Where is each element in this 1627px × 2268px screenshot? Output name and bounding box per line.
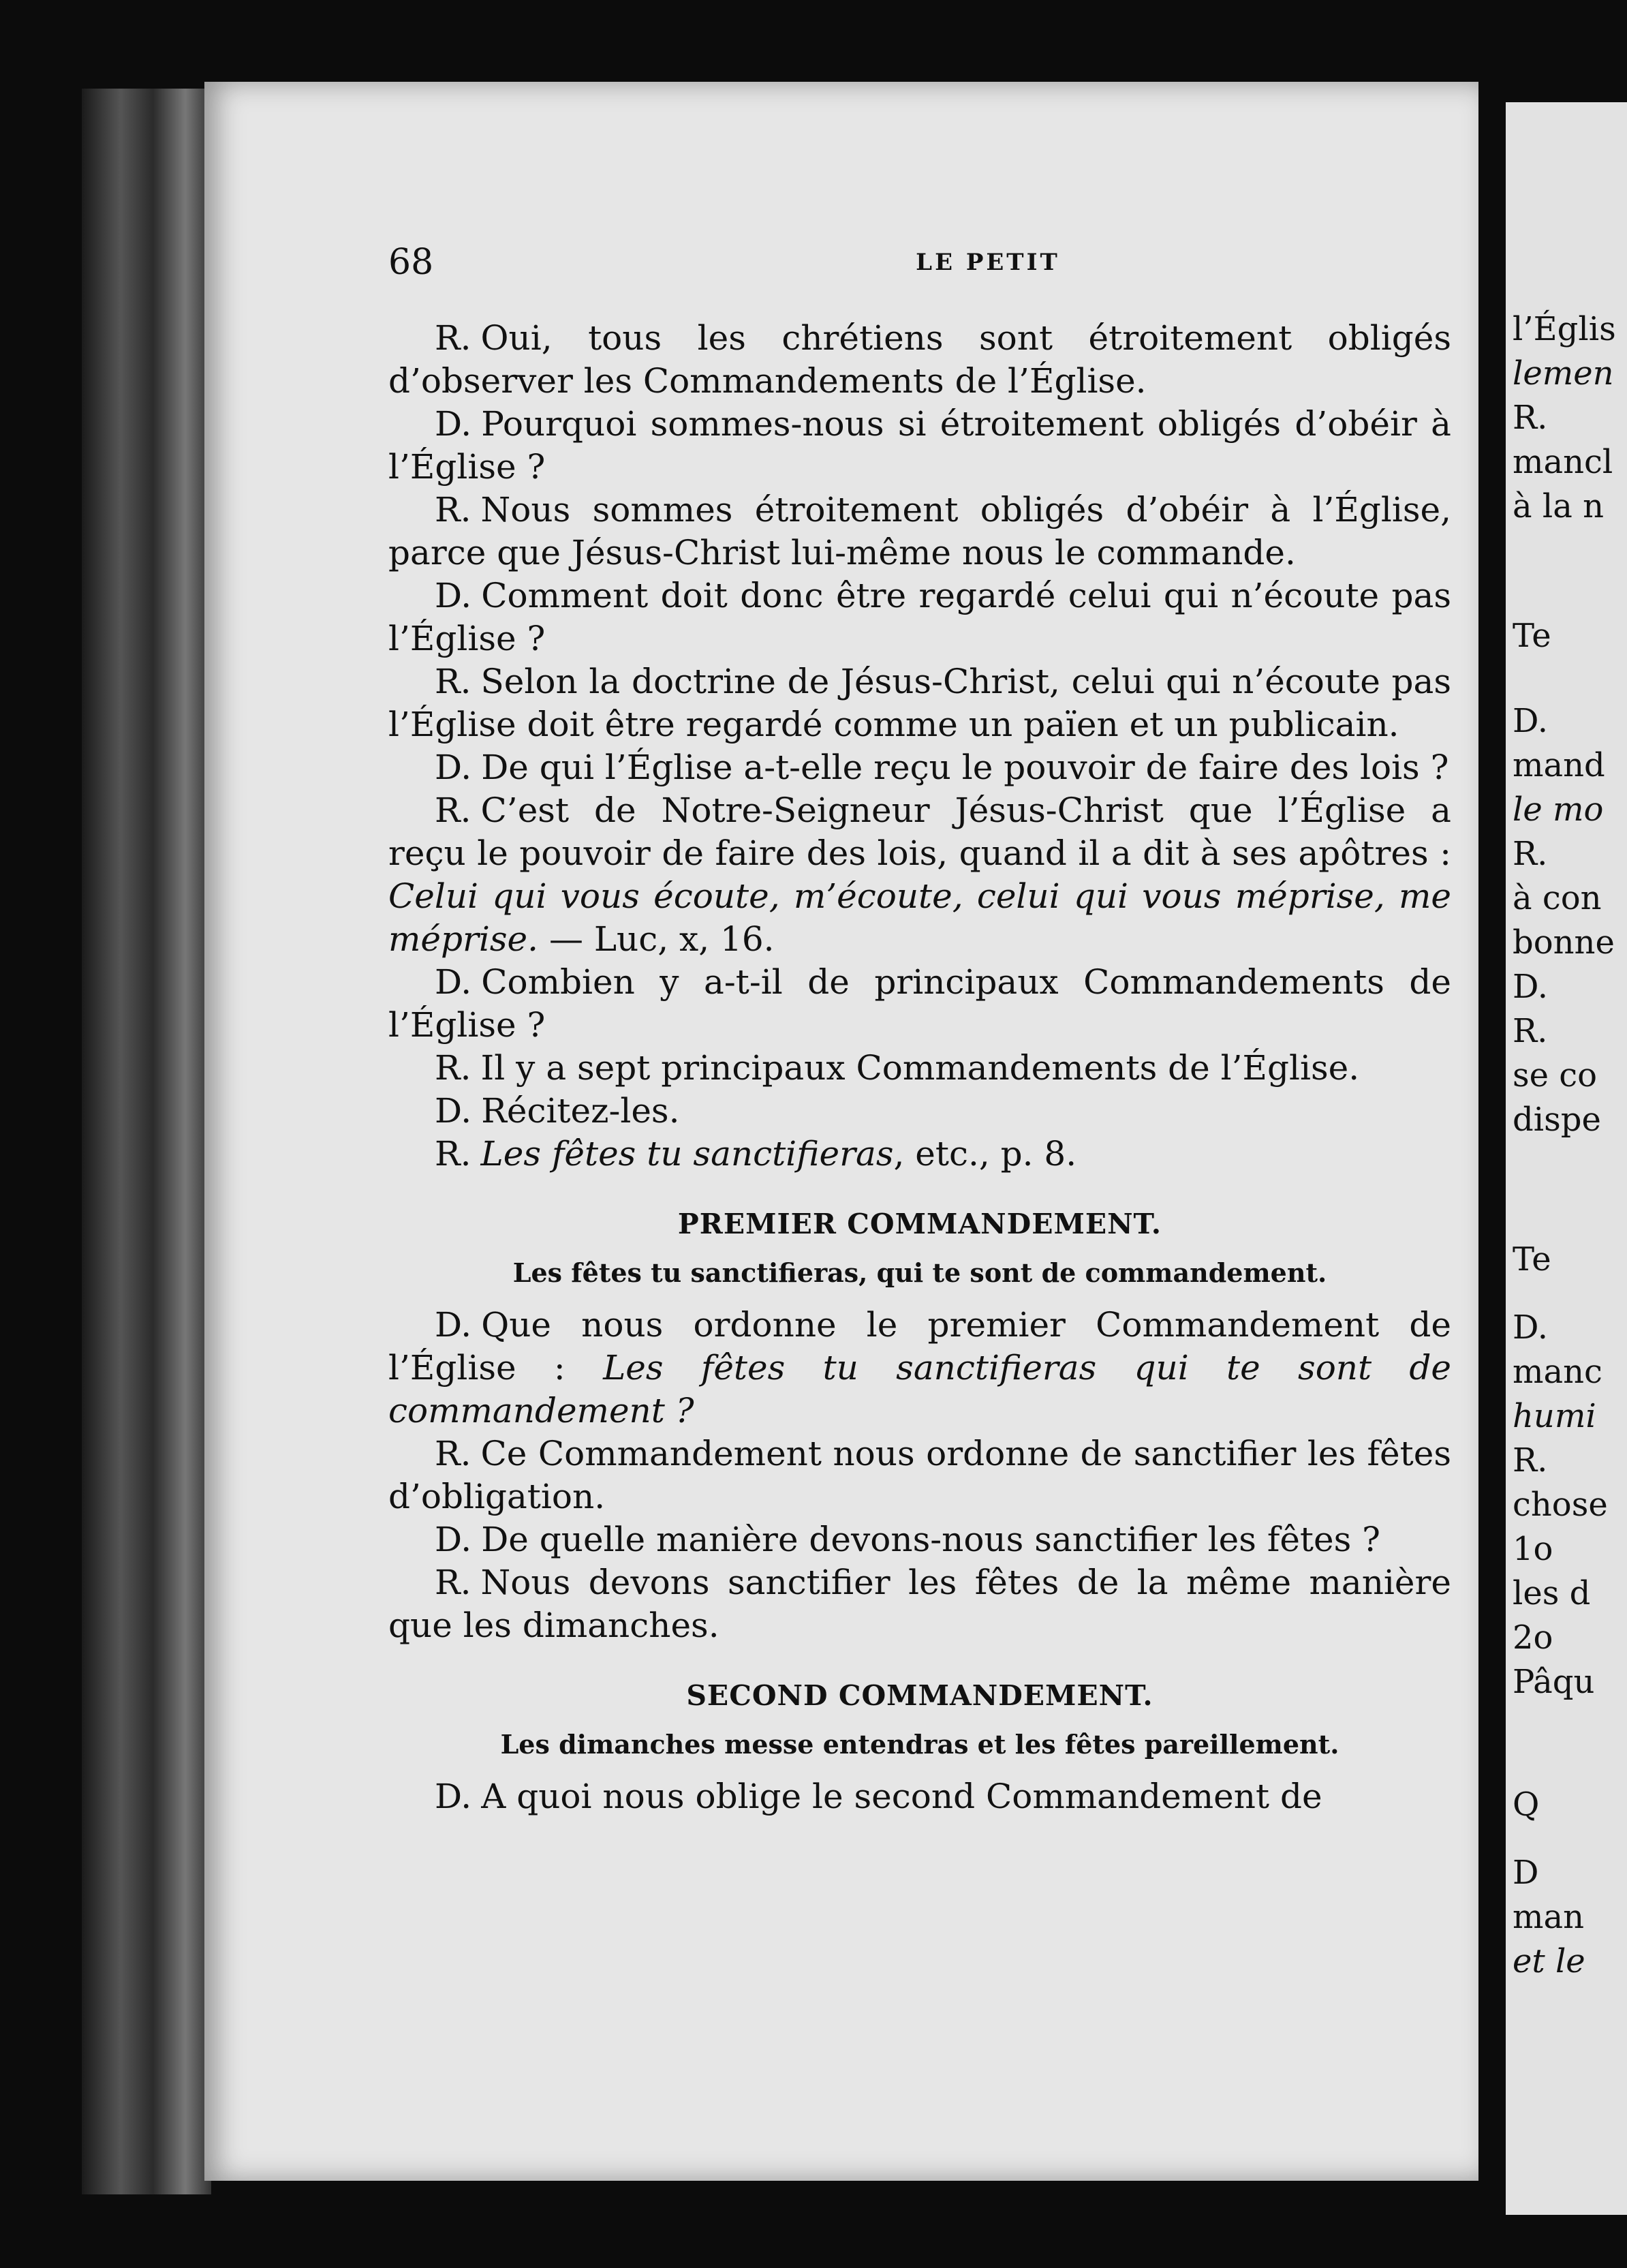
italic-text: Celui qui vous écoute, m’écoute, celui qui vous méprise, me méprise. [388,876,1451,959]
question-paragraph [388,1304,1451,1432]
paragraph-label: D. [435,748,472,787]
text-run: Nous sommes étroitement obligés d’obéir à l’Église, parce que Jésus-Christ lui-même nous le commande. [388,490,1451,572]
text-run: Nous devons sanctifier les fêtes de la même manière que les dimanches. [388,1563,1451,1645]
text-run: Pourquoi sommes-nous si étroitement obligés d’obéir à l’Église ? [388,404,1451,487]
paragraph-label: R. [435,318,471,358]
paragraph-label: D. [435,1305,472,1345]
right-page-line: mancl [1513,443,1613,481]
running-title: LE PETIT [916,249,1060,276]
question-paragraph [388,1775,1451,1818]
question-paragraph [388,403,1451,489]
section-subheading: Les dimanches messe entendras et les fêtes pareillement. [500,1729,1339,1760]
right-page [1506,102,1627,2215]
question-paragraph [388,961,1451,1047]
question-paragraph [388,746,1451,789]
paragraph-label: R. [435,490,471,530]
right-page-line: Te [1513,617,1551,655]
book-spine [82,89,211,2194]
paragraph-label: D. [435,1091,472,1131]
text-run: Récitez-les. [481,1091,680,1131]
answer-paragraph [388,660,1451,746]
right-page-line: bonne [1513,923,1615,962]
right-page-line: Pâqu [1513,1663,1595,1701]
right-page-line: humi [1513,1397,1596,1435]
right-page-line: l’Églis [1513,310,1616,348]
page-number: 68 [388,242,434,283]
text-run: Combien y a-t-il de principaux Commandements de l’Église ? [388,962,1451,1045]
text-run: Comment doit donc être regardé celui qui n’écoute pas l’Église ? [388,576,1451,658]
right-page-line: 2o [1513,1619,1553,1657]
paragraph-label: R. [435,1134,471,1174]
paragraph-label: R. [435,791,471,830]
right-page-line: D. [1513,1308,1549,1347]
paragraph-label: D. [435,1520,472,1559]
paragraph-label: R. [435,1434,471,1473]
paragraph-label: R. [435,662,471,701]
paragraph-label: D. [435,962,472,1002]
right-page-line: R. [1513,1441,1548,1480]
section-heading: SECOND COMMANDEMENT. [686,1679,1153,1712]
right-page-line: dispe [1513,1101,1601,1139]
right-page-line: lemen [1513,354,1614,393]
right-page-line: et le [1513,1942,1585,1980]
answer-paragraph [388,1561,1451,1647]
right-page-line: mand [1513,746,1605,784]
answer-paragraph [388,1432,1451,1518]
text-run: A quoi nous oblige le second Commandement de [481,1777,1322,1816]
right-page-line: le mo [1513,791,1604,829]
right-page-line: R. [1513,1012,1548,1050]
text-run: — Luc, x, 16. [538,919,775,959]
text-run: C’est de Notre-Seigneur Jésus-Christ que l’Église a reçu le pouvoir de faire des lois, quand il a dit à ses apôtres : [388,791,1451,873]
text-run: De quelle manière devons-nous sanctifier les fêtes ? [481,1520,1380,1559]
text-run: De qui l’Église a-t-elle reçu le pouvoir de faire des lois ? [481,748,1449,787]
right-page-line: man [1513,1898,1585,1936]
paragraph-label: D. [435,1777,472,1816]
right-page-line: R. [1513,399,1548,437]
section-subheading: Les fêtes tu sanctifieras, qui te sont de commandement. [512,1257,1327,1288]
answer-paragraph [388,1133,1451,1176]
paragraph-label: D. [435,404,472,444]
right-page-line: chose [1513,1486,1608,1524]
question-paragraph [388,574,1451,660]
right-page-line: les d [1513,1574,1591,1612]
right-page-line: D. [1513,968,1549,1006]
right-page-line: Q [1513,1786,1540,1824]
paragraph-label: R. [435,1563,471,1602]
answer-paragraph [388,317,1451,403]
italic-text: Les fêtes tu sanctifieras qui te sont de commandement ? [388,1348,1451,1430]
text-run: Que nous ordonne le premier Commandement de l’Église : [388,1305,1451,1388]
right-page-line: manc [1513,1353,1602,1391]
right-page-line: à con [1513,879,1602,917]
italic-text: Les fêtes tu sanctifieras [480,1134,894,1174]
answer-paragraph [388,1047,1451,1090]
text-run: Ce Commandement nous ordonne de sanctifier les fêtes d’obligation. [388,1434,1451,1516]
question-paragraph [388,1518,1451,1561]
text-run: Selon la doctrine de Jésus-Christ, celui qui n’écoute pas l’Église doit être regardé comme un païen et un publicain. [388,662,1451,744]
text-run: , etc., p. 8. [893,1134,1077,1174]
paragraph-label: R. [435,1048,471,1088]
question-paragraph [388,1090,1451,1133]
page-body [388,317,1451,1818]
right-page-line: à la n [1513,487,1605,525]
right-page-line: Te [1513,1240,1551,1278]
page-header [388,242,1451,296]
right-page-line: D. [1513,702,1549,740]
text-run: Oui, tous les chrétiens sont étroitement obligés d’observer les Commandements de l’Église. [388,318,1451,401]
right-page-line: R. [1513,835,1548,873]
answer-paragraph [388,489,1451,574]
section-heading: PREMIER COMMANDEMENT. [677,1208,1162,1240]
right-page-line: se co [1513,1056,1598,1094]
answer-paragraph [388,789,1451,961]
paragraph-label: D. [435,576,472,615]
right-page-line: 1o [1513,1530,1553,1568]
text-run: Il y a sept principaux Commandements de l’Église. [480,1048,1360,1088]
right-page-line: D [1513,1854,1539,1892]
